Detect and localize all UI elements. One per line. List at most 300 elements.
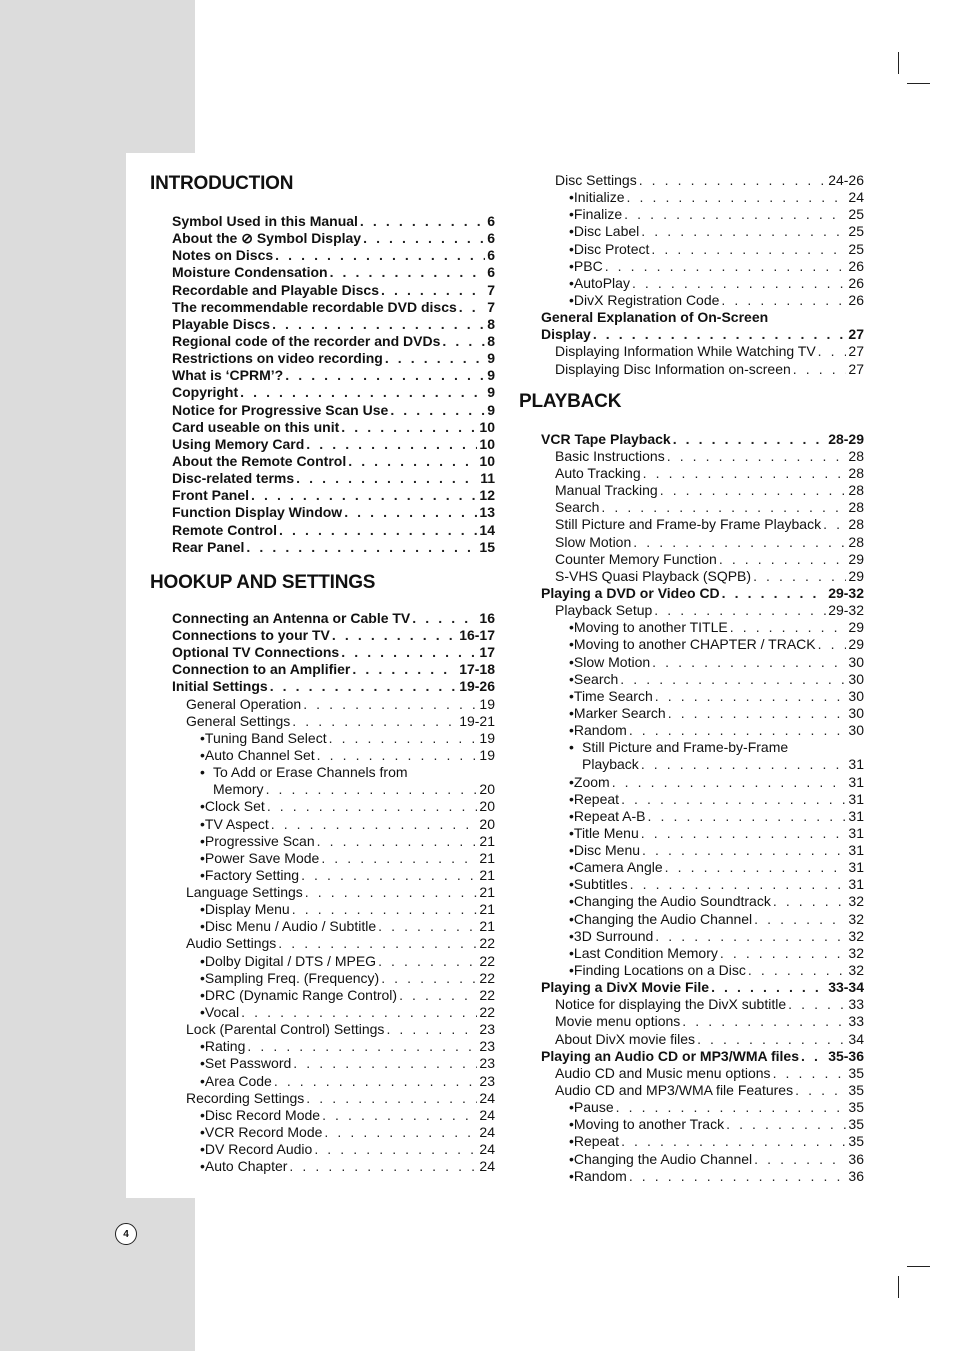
toc-entry-page: 24-26 — [828, 172, 864, 188]
toc-entry-page: 16-17 — [459, 626, 495, 643]
toc-entry-title — [541, 326, 591, 343]
leader-dots — [363, 230, 485, 247]
toc-entry-label: What is ‘CPRM’? — [172, 367, 284, 384]
toc-entry-title — [574, 292, 720, 309]
toc-entry-title — [205, 1107, 320, 1124]
toc-entry — [519, 1133, 864, 1150]
bullet-icon: • — [569, 842, 574, 859]
toc-entry-title — [574, 223, 639, 240]
toc-entry — [150, 504, 495, 521]
toc-entry — [519, 172, 864, 189]
toc-entry-title — [574, 1099, 614, 1116]
leader-dots — [272, 316, 485, 333]
toc-entry-label: Copyright — [172, 384, 239, 401]
toc-entry-page: 33-34 — [828, 979, 864, 996]
crop-mark — [898, 52, 899, 74]
toc-entry-label: Progressive Scan — [204, 832, 315, 849]
toc-entry-page: 22 — [479, 1004, 495, 1021]
bullet-icon: • — [569, 910, 574, 927]
toc-entry-page: 35 — [848, 1133, 864, 1150]
toc-entry-page: 13 — [479, 504, 495, 521]
introduction-entries — [150, 213, 495, 556]
toc-entry-page: 30 — [848, 687, 864, 704]
bullet-icon: • — [569, 223, 574, 240]
toc-entry-title — [172, 213, 358, 230]
leader-dots — [292, 901, 478, 918]
toc-entry-title — [541, 1048, 799, 1065]
toc-entry-label: Moisture Condensation — [172, 264, 328, 281]
toc-entry-title — [186, 696, 301, 713]
toc-entry-title — [186, 713, 290, 730]
toc-entry-label: Manual Tracking — [555, 482, 658, 499]
toc-entry — [519, 1116, 864, 1133]
toc-entry-label: Playback Setup — [555, 602, 653, 619]
toc-entry — [150, 1107, 495, 1124]
toc-entry-label: AutoPlay — [573, 274, 630, 291]
margin-band-top — [0, 0, 195, 153]
toc-entry-page: 26 — [848, 257, 864, 274]
toc-entry-label: Repeat A-B — [573, 807, 646, 824]
settings-continued-entries — [519, 172, 864, 378]
toc-entry-label: Notice for displaying the DivX subtitle — [555, 996, 787, 1013]
toc-entry — [150, 1004, 495, 1021]
toc-entry-page: 33 — [848, 996, 864, 1013]
toc-entry — [150, 1021, 495, 1038]
leader-dots — [278, 935, 477, 952]
toc-entry-title — [574, 241, 649, 258]
leader-dots — [360, 213, 485, 230]
toc-entry-title — [186, 884, 303, 901]
bullet-icon: • — [569, 1167, 574, 1184]
toc-entry-title — [205, 901, 290, 918]
toc-entry-title — [574, 671, 618, 688]
toc-entry — [150, 487, 495, 504]
page-number: 4 — [115, 1223, 137, 1245]
toc-entry — [150, 213, 495, 230]
leader-dots — [630, 876, 847, 893]
toc-entry-page: 35 — [848, 1099, 864, 1116]
leader-dots — [612, 774, 847, 791]
toc-entry-title — [555, 1065, 771, 1082]
leader-dots — [442, 333, 485, 350]
toc-entry — [519, 1065, 864, 1082]
leader-dots — [629, 1168, 847, 1185]
toc-entry-label: Factory Setting — [204, 866, 300, 883]
toc-entry-label: Changing the Audio Soundtrack — [573, 893, 771, 910]
leader-dots — [386, 1021, 477, 1038]
leader-dots — [330, 264, 486, 281]
toc-entry-page: 25 — [848, 206, 864, 223]
toc-entry — [519, 996, 864, 1013]
toc-entry — [519, 309, 864, 326]
toc-entry-page: 22 — [479, 969, 495, 986]
toc-entry-page: 21 — [479, 832, 495, 849]
toc-entry-page: 30 — [848, 670, 864, 687]
toc-entry-label: 3D Surround — [573, 927, 654, 944]
leader-dots — [285, 367, 485, 384]
toc-entry-label: Auto Tracking — [555, 464, 641, 481]
toc-entry — [150, 316, 495, 333]
toc-entry-label: Displaying Information While Watching TV — [555, 343, 816, 360]
toc-entry-label: Vocal — [204, 1004, 240, 1021]
toc-entry — [519, 859, 864, 876]
bullet-icon: • — [200, 866, 205, 883]
toc-entry-label: Still Picture and Frame-by-Frame — [582, 739, 789, 756]
toc-entry-label: Moving to another CHAPTER / TRACK — [573, 636, 816, 653]
leader-dots — [292, 713, 457, 730]
toc-entry-title — [205, 1073, 272, 1090]
toc-entry — [519, 326, 864, 343]
leader-dots — [378, 953, 477, 970]
toc-entry-title — [172, 436, 304, 453]
bullet-icon: • — [200, 798, 205, 815]
leader-dots — [390, 402, 485, 419]
leader-dots — [270, 678, 458, 695]
toc-entry-page: 22 — [479, 935, 495, 952]
leader-dots — [660, 482, 847, 499]
bullet-icon: • — [569, 773, 574, 790]
toc-entry — [519, 361, 864, 378]
toc-entry-page: 23 — [479, 1038, 495, 1055]
leader-dots — [773, 1065, 847, 1082]
toc-entry-page: 8 — [487, 315, 495, 332]
toc-entry-title — [205, 867, 299, 884]
leader-dots — [321, 850, 477, 867]
toc-entry-page: 29-32 — [828, 584, 864, 601]
leader-dots — [632, 275, 846, 292]
toc-entry-title — [172, 367, 283, 384]
bullet-icon: • — [200, 729, 205, 746]
bullet-icon: • — [569, 859, 574, 876]
leader-dots — [301, 867, 477, 884]
toc-entry — [519, 482, 864, 499]
toc-entry-page: 12 — [479, 487, 495, 504]
toc-entry-page: 25 — [848, 223, 864, 240]
toc-entry-title — [205, 987, 397, 1004]
crop-mark — [898, 1276, 899, 1298]
toc-entry — [519, 499, 864, 516]
toc-entry-page: 9 — [487, 401, 495, 418]
toc-entry-title — [172, 230, 361, 247]
toc-entry — [519, 756, 864, 773]
toc-entry-label: Language Settings — [186, 884, 303, 901]
toc-entry-page: 35 — [848, 1116, 864, 1133]
toc-entry-page: 21 — [479, 866, 495, 883]
bullet-icon: • — [569, 206, 574, 223]
toc-entry-title — [574, 945, 718, 962]
leader-dots — [279, 522, 477, 539]
bullet-icon: • — [569, 704, 574, 721]
toc-entry-title — [172, 299, 457, 316]
toc-entry — [519, 585, 864, 602]
toc-entry-label: Audio CD and MP3/WMA file Features — [555, 1082, 794, 1099]
toc-entry-page: 35 — [848, 1064, 864, 1081]
toc-entry-page: 10 — [479, 435, 495, 452]
leader-dots — [624, 206, 846, 223]
toc-entry-label: Counter Memory Function — [555, 550, 717, 567]
bullet-icon: • — [569, 619, 574, 636]
toc-entry — [519, 911, 864, 928]
toc-entry — [519, 791, 864, 808]
toc-entry — [519, 551, 864, 568]
toc-entry-page: 11 — [480, 470, 495, 487]
toc-entry-title — [555, 172, 637, 189]
toc-entry-label: Remote Control — [172, 521, 277, 538]
toc-entry — [150, 730, 495, 747]
toc-entry-title — [574, 275, 630, 292]
leader-dots — [668, 705, 847, 722]
leader-dots — [616, 1099, 847, 1116]
toc-entry — [519, 1013, 864, 1030]
bullet-icon: • — [569, 722, 574, 739]
leader-dots — [271, 816, 478, 833]
toc-entry — [150, 470, 495, 487]
toc-entry-title — [574, 842, 640, 859]
toc-entry-label: Symbol Used in this Manual — [172, 213, 358, 229]
leader-dots — [721, 292, 846, 309]
leader-dots — [324, 1124, 477, 1141]
toc-entry-page: 24 — [479, 1158, 495, 1175]
toc-entry — [519, 654, 864, 671]
toc-entry-title — [555, 1013, 680, 1030]
toc-entry-page: 9 — [487, 350, 495, 367]
toc-entry-page: 33 — [848, 1013, 864, 1030]
toc-entry-label: Basic Instructions — [555, 447, 665, 464]
section-title-playback: PLAYBACK — [519, 390, 622, 412]
toc-entry-page: 21 — [479, 849, 495, 866]
toc-entry-page: 26 — [848, 291, 864, 308]
bullet-icon: • — [200, 901, 205, 918]
toc-entry-title — [574, 705, 666, 722]
toc-entry — [150, 282, 495, 299]
toc-entry-page: 30 — [848, 722, 864, 739]
toc-entry-page: 24 — [848, 189, 864, 206]
toc-entry-title — [213, 781, 264, 798]
toc-entry-label: Initialize — [573, 189, 625, 206]
toc-entry-title — [172, 470, 294, 487]
toc-entry — [150, 935, 495, 952]
leader-dots — [801, 1048, 826, 1065]
toc-entry-title — [205, 833, 315, 850]
toc-entry-label: Last Condition Memory — [573, 944, 718, 961]
toc-entry-page: 28 — [848, 499, 864, 516]
leader-dots — [348, 453, 477, 470]
toc-entry — [150, 539, 495, 556]
leader-dots — [306, 436, 477, 453]
toc-entry-title — [172, 661, 350, 678]
toc-entry-label: About DivX movie files — [555, 1030, 696, 1047]
bullet-icon: • — [200, 1038, 205, 1055]
leader-dots — [818, 343, 847, 360]
toc-entry-page: 19 — [479, 746, 495, 763]
bullet-icon: • — [569, 807, 574, 824]
toc-entry — [519, 292, 864, 309]
leader-dots — [754, 911, 846, 928]
leader-dots — [720, 945, 847, 962]
toc-entry-page: 35-36 — [828, 1047, 864, 1064]
toc-entry-label: Moving to another TITLE — [573, 619, 728, 636]
toc-entry — [519, 1151, 864, 1168]
toc-entry-label: Playback — [582, 756, 639, 773]
toc-entry-title — [541, 309, 864, 326]
toc-entry-title — [555, 482, 658, 499]
leader-dots — [381, 282, 485, 299]
toc-entry-title — [555, 343, 816, 360]
toc-entry — [150, 696, 495, 713]
bullet-icon: • — [569, 687, 574, 704]
leader-dots — [341, 644, 477, 661]
toc-entry-label: Camera Angle — [573, 859, 663, 876]
leader-dots — [655, 928, 846, 945]
toc-entry-title — [172, 522, 277, 539]
toc-entry — [150, 610, 495, 627]
toc-entry-page: 28 — [848, 516, 864, 533]
toc-entry-page: 32 — [848, 910, 864, 927]
toc-entry-page: 7 — [487, 281, 495, 298]
toc-entry-label: Connecting an Antenna or Cable TV — [172, 609, 411, 626]
toc-entry — [150, 884, 495, 901]
toc-entry — [150, 867, 495, 884]
bullet-icon: • — [200, 918, 205, 935]
toc-entry-title — [172, 384, 238, 401]
toc-entry — [519, 189, 864, 206]
toc-entry-label: Disc Menu — [573, 842, 641, 859]
toc-entry-title — [172, 247, 273, 264]
toc-entry-title — [205, 816, 269, 833]
toc-entry-label: Display — [541, 326, 591, 343]
toc-entry-page: 21 — [479, 884, 495, 901]
bullet-icon: • — [200, 832, 205, 849]
toc-entry-title — [574, 928, 653, 945]
toc-entry-label: DRC (Dynamic Range Control) — [204, 986, 398, 1003]
bullet-icon: • — [569, 653, 574, 670]
toc-entry-page: 8 — [487, 332, 495, 349]
toc-entry-title — [172, 487, 249, 504]
toc-entry-page: 32 — [848, 944, 864, 961]
bullet-icon: • — [569, 274, 574, 291]
toc-entry-title — [574, 911, 752, 928]
toc-entry — [519, 465, 864, 482]
toc-entry — [519, 1168, 864, 1185]
toc-entry-title — [574, 258, 603, 275]
toc-entry-title — [541, 979, 709, 996]
toc-entry-title — [172, 504, 342, 521]
toc-entry-title — [574, 893, 771, 910]
toc-entry-label: Area Code — [204, 1072, 272, 1089]
toc-entry — [150, 436, 495, 453]
toc-entry-label: Front Panel — [172, 487, 250, 504]
toc-entry-page: 31 — [848, 790, 864, 807]
margin-band-left — [0, 153, 126, 1198]
toc-entry — [519, 893, 864, 910]
toc-entry — [150, 1141, 495, 1158]
toc-entry-label: Playable Discs — [172, 315, 271, 332]
toc-entry-title — [205, 1124, 323, 1141]
toc-entry — [150, 453, 495, 470]
toc-entry — [519, 688, 864, 705]
toc-entry — [150, 1090, 495, 1107]
toc-entry-page: 31 — [848, 842, 864, 859]
leader-dots — [795, 1082, 846, 1099]
leader-dots — [629, 722, 847, 739]
toc-entry-title — [213, 764, 495, 781]
toc-entry-label: Subtitles — [573, 876, 628, 893]
toc-entry-label: Disc Label — [573, 223, 640, 240]
toc-entry — [150, 1055, 495, 1072]
toc-entry-title — [555, 361, 791, 378]
toc-entry-label: Sampling Freq. (Frequency) — [204, 969, 380, 986]
leader-dots — [601, 499, 846, 516]
toc-entry — [150, 764, 495, 781]
toc-entry — [519, 962, 864, 979]
toc-entry-label: Still Picture and Frame-by Frame Playback — [555, 516, 822, 533]
toc-entry — [519, 774, 864, 791]
bullet-icon: • — [569, 927, 574, 944]
toc-entry-page: 31 — [848, 824, 864, 841]
leader-dots — [648, 808, 847, 825]
toc-entry-label: Memory — [213, 781, 264, 798]
toc-entry-label: About the Remote Control — [172, 452, 347, 469]
bullet-icon: • — [569, 739, 574, 756]
leader-dots — [344, 504, 477, 521]
toc-entry-title — [172, 644, 339, 661]
toc-entry-page: 20 — [479, 781, 495, 798]
toc-entry-label: Displaying Disc Information on-screen — [555, 360, 791, 377]
toc-entry-page: 17 — [479, 644, 495, 661]
toc-entry-title — [582, 756, 639, 773]
margin-band-bottom — [0, 1198, 195, 1351]
toc-entry-label: DV Record Audio — [204, 1141, 313, 1158]
toc-entry — [519, 619, 864, 636]
toc-entry-title — [205, 1038, 245, 1055]
leader-dots — [823, 516, 846, 533]
toc-entry-page: 28 — [848, 464, 864, 481]
leader-dots — [322, 1107, 477, 1124]
leader-dots — [459, 299, 485, 316]
toc-entry-label: S-VHS Quasi Playback (SQPB) — [555, 567, 752, 584]
toc-entry-page: 31 — [848, 756, 864, 773]
toc-entry-title — [574, 825, 639, 842]
leader-dots — [593, 326, 847, 343]
toc-entry-title — [205, 953, 376, 970]
toc-entry-label: Card useable on this unit — [172, 418, 340, 435]
toc-entry-page: 16 — [479, 609, 495, 626]
toc-entry-title — [186, 1021, 384, 1038]
toc-entry — [150, 1073, 495, 1090]
toc-entry — [519, 842, 864, 859]
leader-dots — [633, 534, 846, 551]
toc-entry-title — [172, 610, 410, 627]
toc-entry — [150, 747, 495, 764]
toc-entry-page: 35 — [848, 1082, 864, 1099]
hookup-entries — [150, 610, 495, 1176]
leader-dots — [641, 756, 847, 773]
toc-entry — [150, 798, 495, 815]
toc-entry-label: Restrictions on video recording — [172, 350, 383, 367]
leader-dots — [352, 661, 457, 678]
toc-entry — [150, 522, 495, 539]
toc-entry-title — [574, 1133, 619, 1150]
toc-entry — [519, 258, 864, 275]
leader-dots — [251, 487, 477, 504]
toc-entry-label: Pause — [573, 1099, 614, 1116]
toc-entry-title — [555, 568, 751, 585]
toc-entry-label: Random — [573, 1167, 627, 1184]
playback-entries — [519, 431, 864, 1185]
toc-entry-title — [574, 876, 628, 893]
toc-entry-label: TV Aspect — [204, 815, 269, 832]
leader-dots — [748, 962, 847, 979]
